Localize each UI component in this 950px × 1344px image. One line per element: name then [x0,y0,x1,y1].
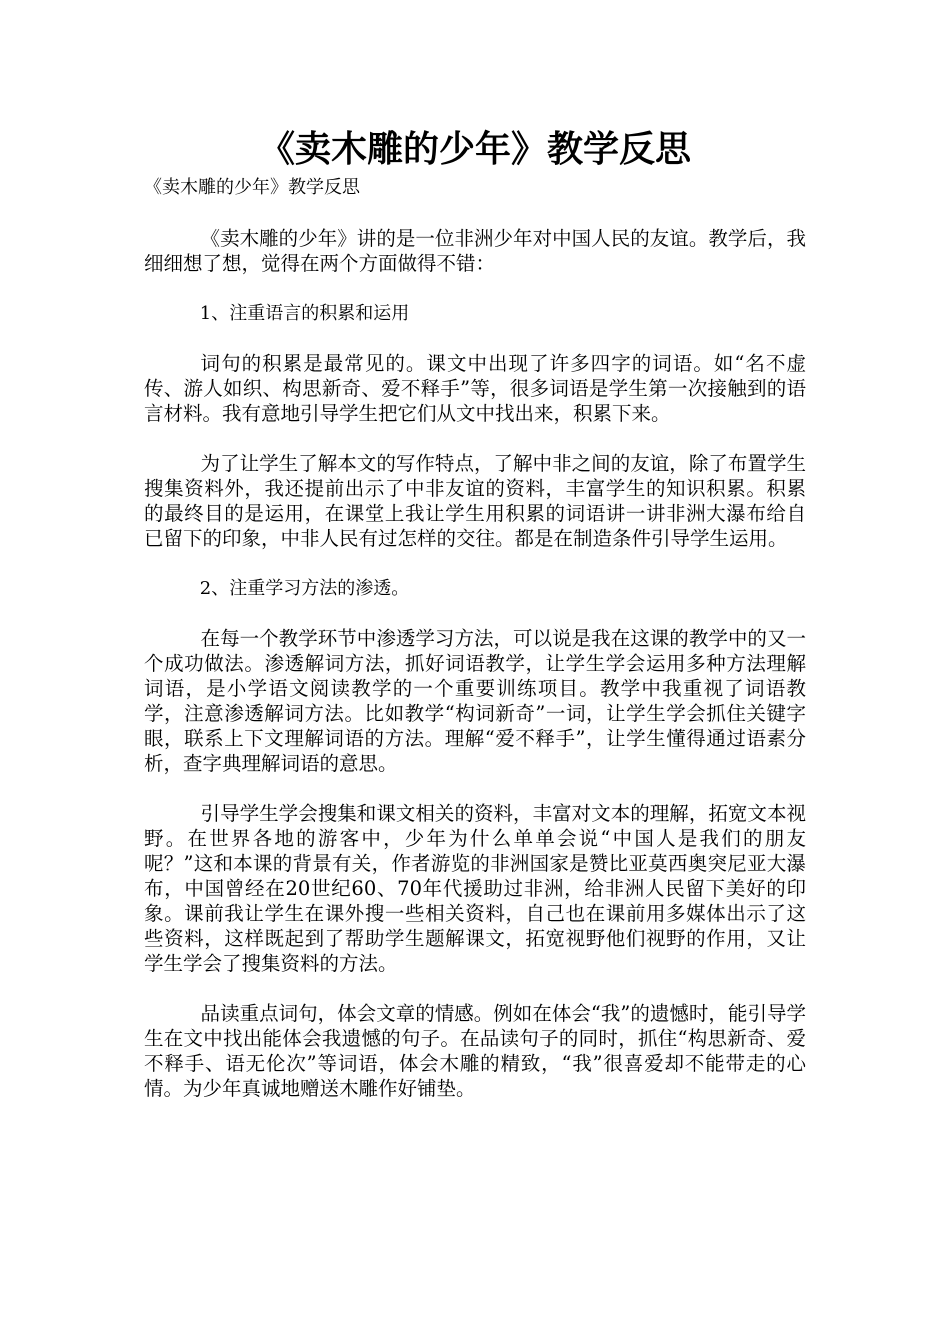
paragraph-research: 引导学生学会搜集和课文相关的资料，丰富对文本的理解，拓宽文本视野。在世界各地的游客中，少年为什么单单会说“中国人是我们的朋友呢？”这和本课的背景有关，作者游览的非洲国家是赞比亚莫西奥突尼亚大瀑布，中国曾经在20世纪60、70年代援助过非洲，给非洲人民留下美好的印象。课前我让学生在课外搜一些相关资料，自己也在课前用多媒体出示了这些资料，这样既起到了帮助学生题解课文，拓宽视野他们视野的作用，又让学生学会了搜集资料的方法。 [144,802,806,975]
section-heading-1: 1、注重语言的积累和运用 [199,303,410,324]
document-body [144,226,806,1126]
paragraph-vocabulary: 词句的积累是最常见的。课文中出现了许多四字的词语。如“名不虚传、游人如织、构思新奇、爱不释手”等，很多词语是学生第一次接触到的语言材料。我有意地引导学生把它们从文中找出来，积累下来。 [144,352,806,425]
paragraph-materials: 为了让学生了解本文的写作特点，了解中非之间的友谊，除了布置学生搜集资料外，我还提前出示了中非友谊的资料，丰富学生的知识积累。积累的最终目的是运用，在课堂上我让学生用积累的词语讲一讲非洲大瀑布给自已留下的印象，中非人民有过怎样的交往。都是在制造条件引导学生运用。 [144,452,806,550]
paragraph-reading: 品读重点词句，体会文章的情感。例如在体会“我”的遗憾时，能引导学生在文中找出能体会我遗憾的句子。在品读句子的同时，抓住“构思新奇、爱不释手、语无伦次”等词语，体会木雕的精致，“我”很喜爱却不能带走的心情。为少年真诚地赠送木雕作好铺垫。 [144,1002,806,1100]
paragraph-methods: 在每一个教学环节中渗透学习方法，可以说是我在这课的教学中的又一个成功做法。渗透解词方法，抓好词语教学，让学生学会运用多种方法理解词语，是小学语文阅读教学的一个重要训练项目。教学中我重视了词语教学，注意渗透解词方法。比如教学“构词新奇”一词，让学生学会抓住关键字眼，联系上下文理解词语的方法。理解“爱不释手”，让学生懂得通过语素分析，查字典理解词语的意思。 [144,627,806,775]
document-subtitle: 《卖木雕的少年》教学反思 [144,177,360,198]
document-title: 《卖木雕的少年》教学反思 [258,129,691,170]
section-heading-2: 2、注重学习方法的渗透。 [199,578,410,599]
paragraph-intro: 《卖木雕的少年》讲的是一位非洲少年对中国人民的友谊。教学后，我细细想了想，觉得在两个方面做得不错： [144,227,806,275]
